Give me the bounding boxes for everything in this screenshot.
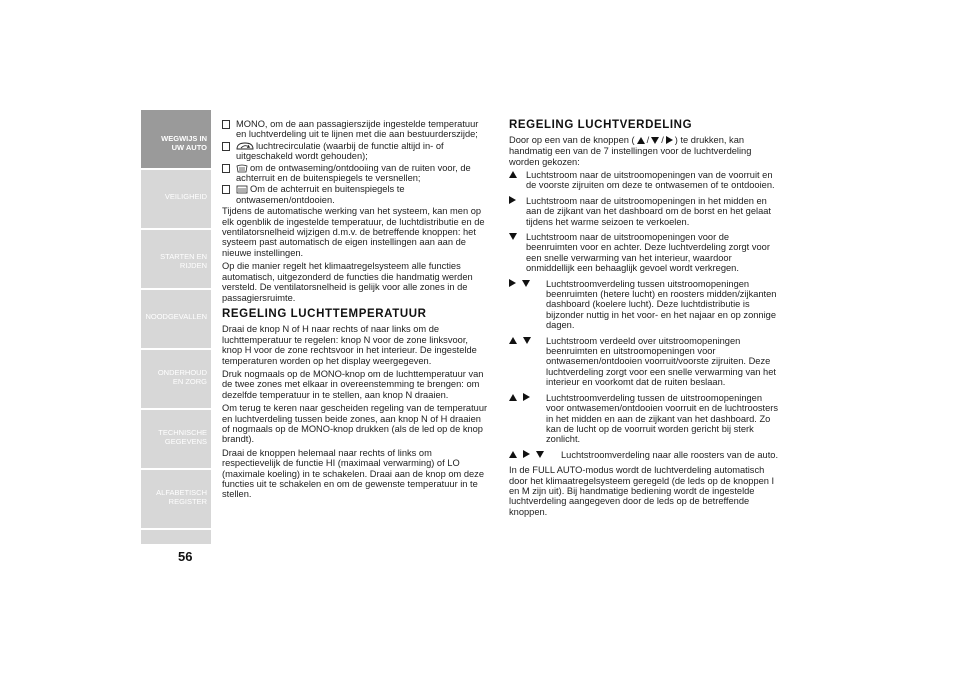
mode-text: Luchtstroom naar de uitstroomopeningen in het midden en aan de zijkant van het dashboard om de borst en het gelaat tijdens het warme seizoen te verkoelen. (526, 195, 771, 227)
sidebar-item-label: WEGWIJS IN UW AUTO (161, 134, 207, 152)
list-item-text: luchtrecirculatie (waarbij de functie altijd in- of uitgeschakeld wordt gehouden); (236, 140, 444, 162)
sidebar-item-veiligheid[interactable] (141, 170, 211, 230)
sidebar-item-starten[interactable] (141, 230, 211, 290)
mode-icons (509, 232, 523, 242)
sidebar-item-label: STARTEN EN RIJDEN (160, 252, 207, 270)
right-arrow-icon (523, 450, 530, 458)
mode-icons (509, 450, 550, 460)
up-arrow-icon (509, 451, 517, 458)
paragraph: Draai de knoppen helemaal naar rechts of links om respectievelijk de functie HI (maximaal verwarming) of LO (maximale koeling) in te schakelen. Draai aan de knop om deze functies uit te schakelen en om de gewenste temperatuur in te stellen. (222, 447, 485, 500)
distribution-mode (509, 232, 781, 274)
right-arrow-icon (523, 393, 530, 401)
mode-icons (509, 336, 537, 346)
mode-text: Luchtstroom naar de uitstroomopeningen van de voorruit en de voorste zijruiten om deze te ontwasemen of te ontdooien. (526, 169, 775, 191)
list-item (222, 163, 490, 184)
intro-text: Door op een van de knoppen ( (509, 135, 635, 146)
bullet-box-icon (222, 164, 230, 173)
windscreen-demist-icon (236, 164, 248, 173)
sidebar-item-label: ALFABETISCH REGISTER (156, 488, 207, 506)
distribution-mode (509, 450, 781, 460)
mode-icons (509, 170, 523, 180)
sidebar-item-onderhoud[interactable] (141, 350, 211, 410)
intro-paragraph (509, 135, 781, 167)
distribution-mode (509, 196, 781, 227)
right-arrow-icon (666, 136, 673, 146)
up-arrow-icon (637, 136, 645, 146)
list-item-text: om de ontwaseming/ontdooiing van de ruiten voor, de achterruit en de buitenspiegels te versnellen; (236, 162, 471, 184)
list-item (222, 184, 490, 205)
up-arrow-icon (509, 171, 517, 178)
down-arrow-icon (536, 451, 544, 458)
mode-text: Luchtstroomverdeling tussen uitstroomopeningen beenruimten (hetere lucht) en roosters midden/zijkanten dashboard (koelere lucht). Deze luchtdistributie is bijzonder nuttig in het voor- en het najaar en op zonnige dagen. (546, 278, 777, 331)
right-arrow-icon (509, 279, 516, 287)
down-arrow-icon (523, 337, 531, 344)
separator: / (646, 135, 650, 146)
sidebar-item-label: NOODGEVALLEN (145, 312, 207, 321)
bullet-box-icon (222, 185, 230, 194)
sidebar-footer (141, 530, 211, 544)
down-arrow-icon (522, 280, 530, 287)
paragraph: Druk nogmaals op de MONO-knop om de luchttemperatuur van de twee zones met elkaar in overeenstemming te brengen: om dezelfde temperatuur in te stellen, aan knop N draaien. (222, 368, 484, 400)
left-column (222, 119, 490, 503)
paragraph: In de FULL AUTO-modus wordt de luchtverdeling automatisch door het klimaatregelsysteem geregeld (de leds op de knoppen I en M zijn uit). Bij handmatige bediening wordt de ingestelde luchtverdeling aangegeven door de leds op de betreffende knoppen. (509, 465, 775, 517)
bullet-box-icon (222, 142, 230, 151)
list-item (222, 141, 490, 162)
mode-text: Luchtstroomverdeling tussen de uitstroomopeningen voor ontwasemen/ontdooien voorruit en de luchtroosters in het midden en aan de zijkant van het dashboard. Zo kan de lucht op de voorruit worden gericht bij sterk zonlicht. (546, 392, 779, 445)
page-number: 56 (178, 549, 193, 564)
mode-icons (509, 393, 536, 403)
up-arrow-icon (509, 337, 517, 344)
rear-window-heater-icon (236, 185, 248, 194)
distribution-mode (509, 170, 781, 191)
distribution-mode (509, 279, 781, 331)
sidebar-item-wegwijs[interactable] (141, 110, 211, 170)
sidebar-item-technische[interactable] (141, 410, 211, 470)
mode-text: Luchtstroomverdeling naar alle roosters van de auto. (561, 449, 779, 460)
bullet-box-icon (222, 120, 230, 129)
sidebar-item-label: VEILIGHEID (164, 192, 207, 201)
right-arrow-icon (509, 196, 516, 204)
list-item (222, 119, 490, 140)
paragraph: Om terug te keren naar gescheiden regeling van de temperatuur en luchtverdeling tussen beide zones, aan knop N of H draaien of nogmaals op de MONO-knop drukken (als de led op de knop brandt). (222, 403, 488, 445)
sidebar-item-label: TECHNISCHE GEGEVENS (158, 428, 207, 446)
paragraph: Draai de knop N of H naar rechts of naar links om de luchttemperatuur te regelen: knop N voor de zone linksvoor, knop H voor de zone rechtsvoor in het interieur. De ingestelde temperaturen worden op het display weergegeven. (222, 324, 477, 366)
recirculation-icon (236, 142, 254, 151)
list-item-text: Om de achterruit en buitenspiegels te ontwasemen/ontdooien. (236, 184, 405, 205)
right-column (509, 120, 781, 520)
sidebar (141, 110, 211, 544)
intro-text: ) te drukken, kan handmatig een van de 7 instellingen voor de luchtverdeling worden gekozen: (509, 135, 752, 167)
mode-text: Luchtstroom verdeeld over uitstroomopeningen beenruimten en uitstroomopeningen voor ontwasemen/ontdooien voorruit/voorste zijruiten. Deze luchtverdeling zorgt voor een snelle verwarming van het interieur en voorkomt dat de ruiten beslaan. (546, 335, 776, 388)
up-arrow-icon (509, 394, 517, 401)
mode-text: Luchtstroom naar de uitstroomopeningen voor de beenruimten voor en achter. Deze luchtverdeling zorgt voor een snelle verwarming van het interieur, waardoor onmiddellijk een behaaglijk gevoel wordt verkregen. (526, 232, 770, 274)
separator: / (661, 135, 664, 146)
down-arrow-icon (651, 136, 659, 146)
mode-icons (509, 196, 522, 206)
down-arrow-icon (509, 233, 517, 240)
distribution-mode (509, 336, 781, 388)
paragraph: Op die manier regelt het klimaatregelsysteem alle functies automatisch, uitgezonderd de functies die handmatig werden versteld. De ventilatorsnelheid is gelijk voor alle zones in de passagiersruimte. (222, 261, 473, 303)
paragraph: Tijdens de automatische werking van het systeem, kan men op elk ogenblik de ingestelde temperatuur, de luchtdistributie en de ventilatorsnelheid wijzigen d.m.v. de betreffende knoppen: het systeem past automatisch de eigen instellingen aan aan de nieuwe instellingen. (222, 206, 485, 258)
section-heading: REGELING LUCHTTEMPERATUUR (222, 307, 427, 320)
mode-icons (509, 279, 536, 289)
sidebar-item-register[interactable] (141, 470, 211, 530)
sidebar-item-noodgevallen[interactable] (141, 290, 211, 350)
sidebar-item-label: ONDERHOUD EN ZORG (157, 368, 207, 386)
section-heading: REGELING LUCHTVERDELING (509, 119, 693, 131)
distribution-mode (509, 393, 781, 445)
list-item-text: MONO, om de aan passagierszijde ingestelde temperatuur en luchtverdeling uit te lijnen met die aan bestuurderszijde; (236, 119, 479, 140)
